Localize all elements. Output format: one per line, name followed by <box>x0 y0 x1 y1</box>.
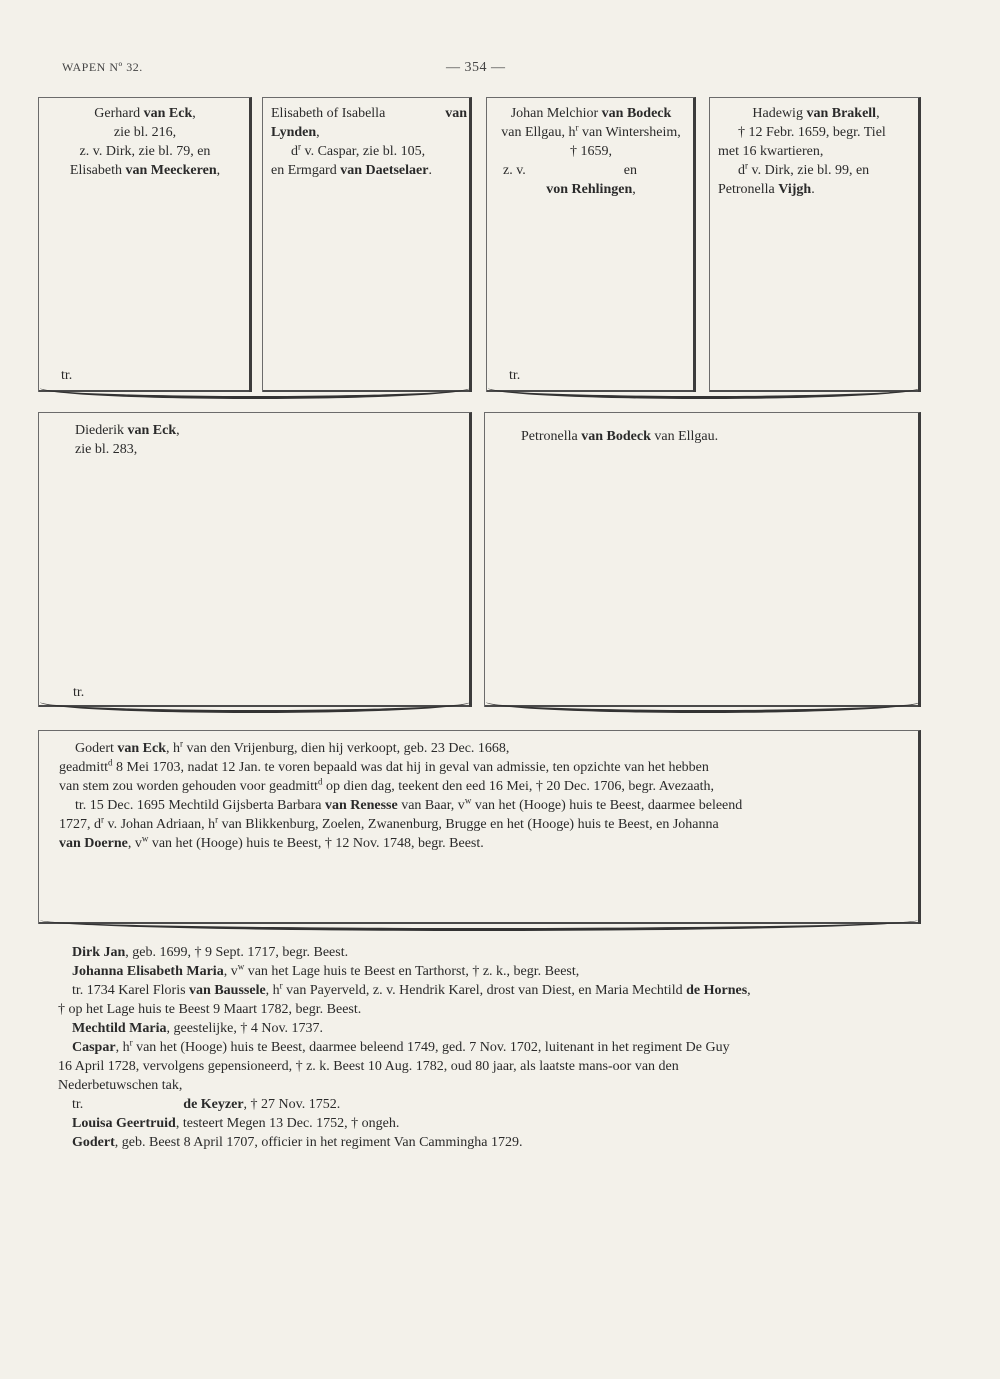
child-entry: Dirk Jan, geb. 1699, † 9 Sept. 1717, begr. Beest. <box>72 945 349 960</box>
child-entry: Mechtild Maria, geestelijke, † 4 Nov. 1737. <box>72 1021 324 1036</box>
child-entry: Louisa Geertruid, testeert Megen 13 Dec. 1752, † ongeh. <box>72 1116 400 1131</box>
page-number: — 354 — <box>446 60 506 75</box>
children-list <box>58 943 900 1152</box>
box-text: Hadewig van Brakell, † 12 Febr. 1659, begr. Tiel met 16 kwartieren, $d^r$ v. Dirk, zie bl. 99, en Petronella Vijgh. <box>718 106 886 197</box>
genealogy-box-gerhard <box>38 97 252 392</box>
brace-top-left <box>40 388 470 399</box>
genealogy-box-petronella <box>484 412 921 707</box>
marriage-line: tr. de Keyzer, † 27 Nov. 1752. <box>72 1097 341 1112</box>
brace-mid-left <box>40 702 470 713</box>
tr-label: tr. <box>509 368 521 383</box>
box-text: Diederik van Eck, zie bl. 283, <box>75 423 180 457</box>
page-header-left: WAPEN Nº 32. <box>62 60 143 74</box>
genealogy-box-diederik <box>38 412 472 707</box>
marriage-line: tr. 1734 Karel Floris van Baussele, $h^r$ van Payerveld, z. v. Hendrik Karel, drost van Diest, en Maria Mechtild de Hornes, <box>72 980 751 998</box>
brace-top-right <box>488 388 920 399</box>
child-entry: Caspar, $h^r$ van het (Hooge) huis te Beest, daarmee beleend 1749, ged. 7 Nov. 1702, luitenant in het regiment De Guy <box>72 1037 730 1055</box>
genealogy-box-godert <box>38 730 921 924</box>
child-entry: Godert, geb. Beest 8 April 1707, officier in het regiment Van Cammingha 1729. <box>72 1135 523 1150</box>
tr-label: tr. <box>73 685 85 700</box>
continuation-line: † op het Lage huis te Beest 9 Maart 1782, begr. Beest. <box>58 1002 362 1017</box>
box-text: Johan Melchior van Bodeck van Ellgau, $h^r$ van Wintersheim, † 1659, z. v. en von Rehlingen, <box>501 106 681 197</box>
genealogy-box-elisabeth <box>262 97 472 392</box>
box-text: Gerhard van Eck, zie bl. 216, z. v. Dirk, zie bl. 79, en Elisabeth van Meeckeren, <box>69 106 221 178</box>
continuation-line: 16 April 1728, vervolgens gepensioneerd, † z. k. Beest 10 Aug. 1782, oud 80 jaar, als laatste mans-oor van den <box>58 1059 679 1074</box>
box-text: Petronella van Bodeck van Ellgau. <box>521 429 719 444</box>
tr-label: tr. <box>61 368 73 383</box>
brace-mid-right <box>486 702 920 713</box>
continuation-line: Nederbetuwschen tak, <box>58 1078 183 1093</box>
genealogy-box-johan-melchior <box>486 97 696 392</box>
genealogy-box-hadewig <box>709 97 921 392</box>
brace-wide <box>40 920 918 931</box>
box-text: Elisabeth of Isabella van Lynden, $d^r$ v. Caspar, zie bl. 105, en Ermgard van Daetselaer. <box>271 106 467 178</box>
box-text: Godert van Eck, $h^r$ van den Vrijenburg, dien hij verkoopt, geb. 23 Dec. 1668, geadmitt$^d$ 8 Mei 1703, nadat 12 Jan. te voren bepaald was dat hij in geval van admissie, ten opzichte van het hebben van stem zou worden gehouden voor geadmitt$^d$ op dien dag, teekent den eed 16 Mei, † 20 Dec. 1706, begr. Avezaath, tr. 15 Dec. 1695 Mechtild Gijsberta Barbara van Renesse van Baar, $v^w$ van het (Hooge) huis te Beest, daarmee beleend 1727, $d^r$ v. Johan Adriaan, $h^r$ van Blikkenburg, Zoelen, Zwanenburg, Brugge en het (Hooge) huis te Beest, en Johanna van Doerne, $v^w$ van het (Hooge) huis te Beest, † 12 Nov. 1748, begr. Beest. <box>59 738 743 851</box>
child-entry: Johanna Elisabeth Maria, $v^w$ van het Lage huis te Beest en Tarthorst, † z. k., begr. Beest, <box>72 961 580 979</box>
